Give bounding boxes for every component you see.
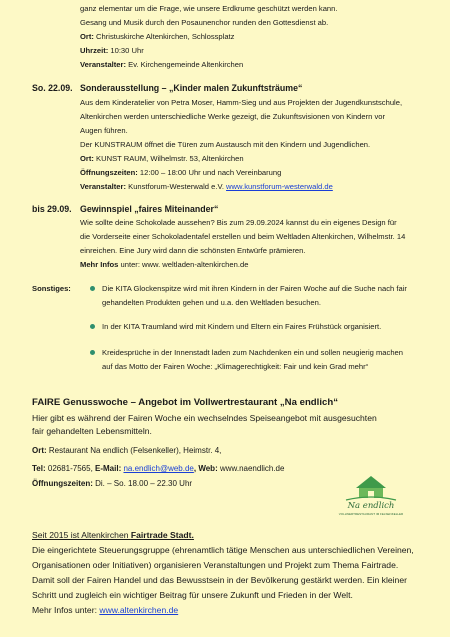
genuss-ort: Ort: Restaurant Na endlich (Felsenkeller), Heimstr. 4,: [32, 446, 222, 455]
event1-veranstalter: Veranstalter: Kunstforum-Westerwald e.V. www.kunstforum-westerwald.de: [80, 182, 333, 191]
email-link[interactable]: na.endlich@web.de: [123, 464, 194, 473]
event1-line-2: Altenkirchen werden unterschiedliche Werke gezeigt, die Zukunftsvisionen von Kindern vor: [80, 112, 386, 121]
web-link[interactable]: www.naendlich.de: [217, 464, 285, 473]
bullet-dot-icon: [90, 286, 95, 291]
sonstiges-item-3-line-2: auf das Motto der Fairen Woche: „Klimagerechtigkeit: Fair und kein Grad mehr“: [102, 362, 369, 371]
altenkirchen-link[interactable]: www.altenkirchen.de: [99, 605, 179, 615]
sonstiges-item-1-line-2: gehandelten Produkten gehen und u.a. den Weltladen besuchen.: [102, 298, 321, 307]
sonstiges-item-3-line-1: Kreidesprüche in der Innenstadt laden zum Nachdenken ein und sollen neugierig machen: [102, 348, 403, 357]
bullet-dot-icon: [90, 350, 95, 355]
fairtrade-info: Mehr Infos unter: www.altenkirchen.de: [32, 605, 179, 615]
kunstforum-link[interactable]: www.kunstforum-westerwald.de: [226, 182, 333, 191]
event1-ort: Ort: KUNST RAUM, Wilhelmstr. 53, Altenkirchen: [80, 154, 244, 163]
sonstiges-item-2-line-1: In der KITA Traumland wird mit Kindern und Eltern ein Faires Frühstück organisiert.: [102, 322, 382, 331]
intro-line-2: Gesang und Musik durch den Posaunenchor runden den Gottesdienst ab.: [80, 18, 329, 27]
event1-line-4: Der KUNSTRAUM öffnet die Türen zum Austausch mit den Kindern und Jugendlichen.: [80, 140, 371, 149]
genuss-line-1: Hier gibt es während der Fairen Woche ein wechselndes Speiseangebot mit ausgesuchten: [32, 413, 377, 423]
event2-line-3: einreichen. Eine Jury wird dann die schönsten Entwürfe prämieren.: [80, 246, 306, 255]
intro-uhrzeit: Uhrzeit: 10:30 Uhr: [80, 46, 144, 55]
fairtrade-line-4: Schritt und zugleich ein wichtiger Beitrag für unsere Zukunft und Frieden in der Welt.: [32, 590, 353, 600]
genuss-title: FAIRE Genusswoche – Angebot im Vollwertrestaurant „Na endlich“: [32, 397, 338, 408]
sonstiges-item-1-line-1: Die KITA Glockenspitze wird mit ihren Kindern in der Fairen Woche auf die Suche nach fair: [102, 284, 407, 293]
fairtrade-line-2: Organisationen oder Initiativen) organisieren Veranstaltungen und Projekt zum Thema Fairtrade.: [32, 560, 399, 570]
event2-date: bis 29.09.: [32, 204, 72, 214]
intro-line-1: ganz elementar um die Frage, wie unsere Erdkrume geschützt werden kann.: [80, 4, 338, 13]
fairtrade-heading: Seit 2015 ist Altenkirchen Fairtrade Stadt.: [32, 530, 194, 540]
event2-info: Mehr Infos unter: www. weltladen-altenkirchen.de: [80, 260, 249, 269]
event1-oeffnung: Öffnungszeiten: 12:00 – 18:00 Uhr und nach Vereinbarung: [80, 168, 282, 177]
bullet-dot-icon: [90, 324, 95, 329]
genuss-oeffnung: Öffnungszeiten: Di. – So. 18.00 – 22.30 Uhr: [32, 479, 193, 488]
event2-line-1: Wie sollte deine Schokolade aussehen? Bis zum 29.09.2024 kannst du ein eigenes Design für: [80, 218, 397, 227]
event2-line-2: die Vorderseite einer Schokoladentafel erstellen und beim Weltladen Altenkirchen, Wilhelmstr. 14: [80, 232, 406, 241]
fairtrade-line-3: Damit soll der Fairen Handel und das Bewusstsein in der Bevölkerung gestärkt werden. Ein kleiner: [32, 575, 407, 585]
sonstiges-label: Sonstiges:: [32, 284, 71, 293]
event1-line-1: Aus dem Kinderatelier von Petra Moser, Hamm-Sieg und aus Projekten der Jugendkunstschule,: [80, 98, 403, 107]
na-endlich-logo: [338, 474, 404, 520]
event1-line-3: Augen führen.: [80, 126, 128, 135]
event2-title: Gewinnspiel „faires Miteinander“: [80, 204, 219, 214]
logo-text: Na endlich: [347, 501, 395, 511]
event1-date: So. 22.09.: [32, 83, 73, 93]
genuss-contact: Tel: 02681-7565, E-Mail: na.endlich@web.de, Web: www.naendlich.de: [32, 464, 285, 473]
intro-ort: Ort: Christuskirche Altenkirchen, Schlossplatz: [80, 32, 235, 41]
logo-subtext: VOLLWERTRESTAURANT IM FELSENKELLER: [338, 512, 404, 516]
genuss-line-2: fair gehandelten Lebensmitteln.: [32, 426, 152, 436]
fairtrade-line-1: Die eingerichtete Steuerungsgruppe (ehrenamtlich tätige Menschen aus unterschiedlichen Vereinen,: [32, 545, 414, 555]
event1-title: Sonderausstellung – „Kinder malen Zukunftsträume“: [80, 83, 303, 93]
intro-veranstalter: Veranstalter: Ev. Kirchengemeinde Altenkirchen: [80, 60, 244, 69]
